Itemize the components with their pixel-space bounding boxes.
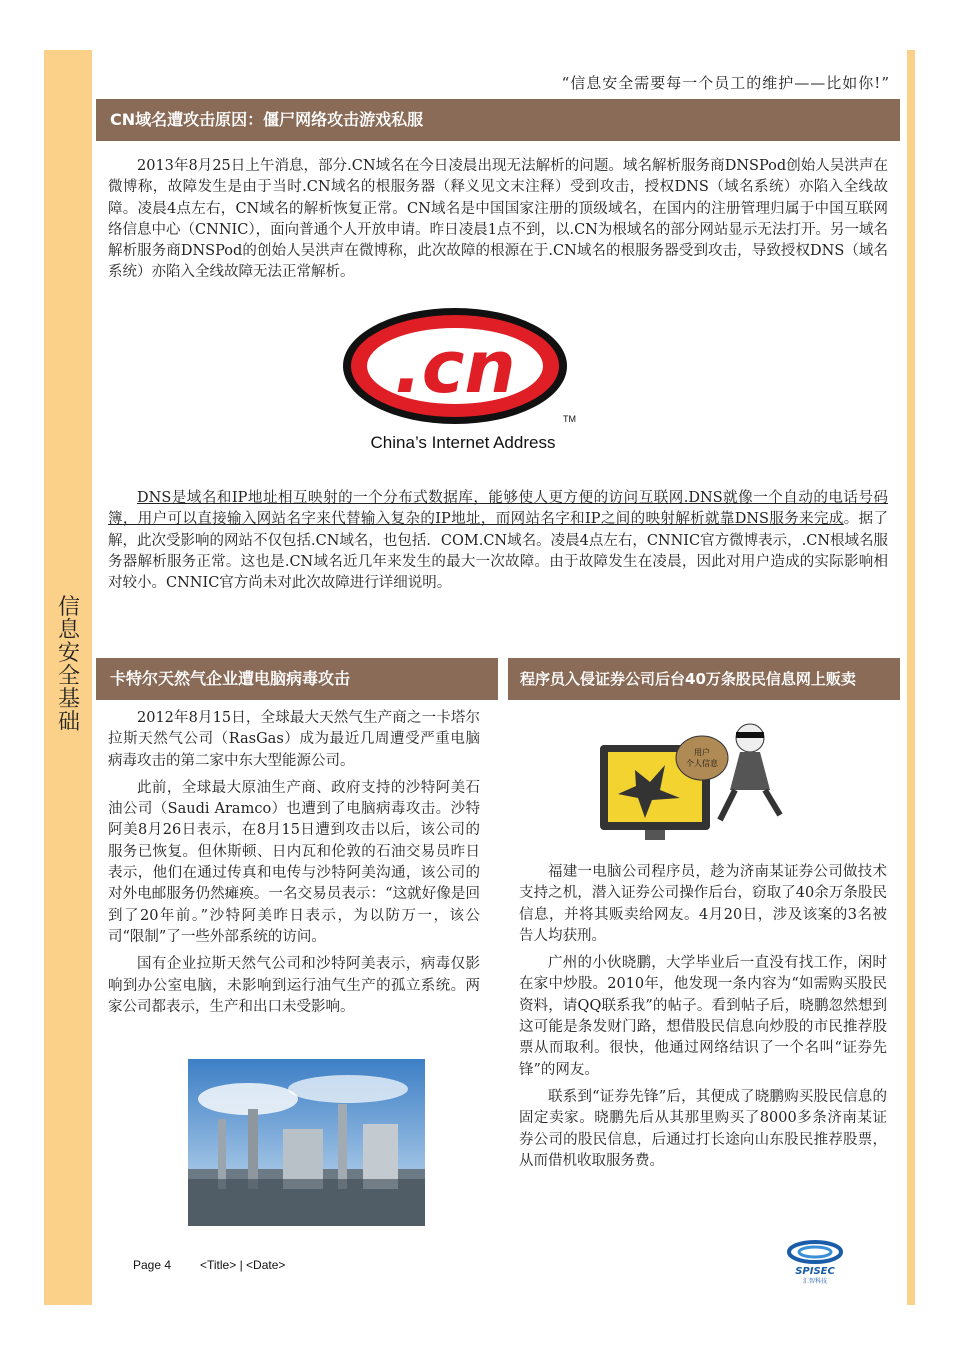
cartoon-thief-mask	[736, 732, 764, 738]
securities-text	[519, 862, 887, 1172]
cn-attack-paragraph-1: 2013年8月25日上午消息，部分.CN域名在今日凌晨出现无法解析的问题。域名解析服务商DNSPod创始人吴洪声在微博称，故障发生是由于当时.CN域名的根服务器（释义见文末注释）受到攻击，授权DNS（域名系统）亦陷入全线故障。凌晨4点左右，CN域名的解析恢复正常。CN域名是中国国家注册的顶级域名，在国内的注册管理归属于中国互联网络信息中心（CNNIC），面向普通个人开放申请。昨日凌晨1点不到，以.CN为根域名的部分网站显示无法打开。另一域名解析服务商DNSPod的创始人吴洪声在微博称，此次故障的根源在于.CN域名的根服务器受到攻击，导致授权DNS（域名系统）亦陷入全线故障无法正常解析。	[108, 158, 888, 281]
section-title-cn-attack: CN域名遭攻击原因：僵尸网络攻击游戏私服	[96, 99, 900, 141]
rasgas-paragraph-2: 此前，全球最大原油生产商、政府支持的沙特阿美石油公司（Saudi Aramco）也遭到了电脑病毒攻击。沙特阿美8月26日表示，在8月15日遭到攻击以后，该公司的服务已恢复。但休斯顿、日内瓦和伦敦的石油交易员昨日表示，他们在通过传真和电传与沙特阿美沟通，该公司的对外电邮服务仍然瘫痪。一名交易员表示：“这就好像是回到了20年前。”沙特阿美昨日表示，为以防万一，该公司“限制”了一些外部系统的访问。	[108, 779, 480, 945]
section-title-securities: 程序员入侵证券公司后台40万条股民信息网上贩卖	[508, 658, 900, 700]
footer	[133, 1258, 286, 1272]
cartoon-bag-label-2: 个人信息	[686, 759, 718, 768]
photo-foreground	[188, 1179, 425, 1226]
rasgas-text	[108, 708, 480, 1018]
rasgas-paragraph-3: 国有企业拉斯天然气公司和沙特阿美表示，病毒仅影响到办公室电脑，未影响到运行油气生产的孤立系统。两家公司都表示，生产和出口未受影响。	[108, 956, 480, 1015]
spisec-logo	[780, 1234, 850, 1284]
footer-title-date: <Title> | <Date>	[200, 1258, 286, 1272]
spisec-logo-text: SPISEC	[795, 1266, 835, 1277]
photo-tower	[218, 1119, 226, 1189]
refinery-photo	[188, 1059, 425, 1226]
cn-logo-caption: China’s Internet Address	[370, 433, 556, 452]
header-motto: “信息安全需要每一个员工的维护——比如你!”	[561, 74, 890, 92]
cartoon-bag-label-1: 用户	[694, 748, 710, 757]
thief-cartoon	[590, 710, 800, 850]
spisec-logo-subtext: 汇智科技	[802, 1278, 828, 1284]
cartoon-stand	[645, 830, 665, 840]
cn-logo-text: .cn	[394, 325, 516, 409]
dns-rest-text: 。据了解，此次受影响的网站不仅包括.CN域名，也包括．COM.CN域名。凌晨4点左右，CNNIC官方微博表示，.CN根域名服务器解析服务正常。这也是.CN域名近几年来发生的最大一次故障。由于故障发生在凌晨，因此对用户造成的实际影响相对较小。CNNIC官方尚未对此次故障进行详细说明。	[108, 511, 889, 592]
cartoon-bag	[676, 736, 728, 780]
sidebar-title: 信息安全基础	[57, 595, 80, 735]
dns-definition-text: DNS是域名和IP地址相互映射的一个分布式数据库，能够使人更方便的访问互联网.DNS就像一个自动的电话号码簿，用户可以直接输入网站名字来代替输入复杂的IP地址，而网站名字和IP之间的映射解析就靠DNS服务来完成	[108, 490, 888, 528]
section-title-rasgas: 卡特尔天然气企业遭电脑病毒攻击	[96, 658, 498, 700]
spisec-logo-swirl-inner	[799, 1247, 831, 1257]
cn-attack-paragraph-2	[108, 488, 888, 594]
footer-page-number: Page 4	[133, 1258, 172, 1272]
photo-tower	[338, 1104, 347, 1189]
securities-paragraph-3: 联系到“证券先锋”后，其便成了晓鹏购买股民信息的固定卖家。晓鹏先后从其那里购买了8000多条济南某证券公司的股民信息，后通过打长途向山东股民推荐股票，从而借机收取服务费。	[519, 1088, 887, 1169]
spisec-logo-swirl	[789, 1242, 841, 1262]
rasgas-paragraph-1: 2012年8月15日，全球最大天然气生产商之一卡塔尔拉斯天然气公司（RasGas）成为最近几周遭受严重电脑病毒攻击的第二家中东大型能源公司。	[108, 710, 480, 769]
right-border-bar	[907, 50, 915, 1305]
cn-logo	[335, 300, 595, 460]
cn-logo-tm: TM	[563, 414, 576, 424]
cartoon-thief-body	[730, 752, 770, 790]
securities-paragraph-1: 福建一电脑公司程序员，趁为济南某证券公司做技术支持之机，潜入证券公司操作后台，窃取了40余万条股民信息，并将其贩卖给网友。4月20日，涉及该案的3名被告人均获刑。	[519, 864, 887, 944]
cartoon-thief-legs	[720, 790, 780, 820]
photo-tower	[248, 1109, 258, 1189]
securities-paragraph-2: 广州的小伙晓鹏，大学毕业后一直没有找工作，闲时在家中炒股。2010年，他发现一条内容为“如需购买股民资料，请QQ联系我”的帖子。看到帖子后，晓鹏忽然想到这可能是条发财门路，想借股民信息向炒股的市民推荐股票从而取利。很快，他通过网络结识了一个名叫“证券先锋”的网友。	[519, 955, 887, 1078]
photo-cloud	[288, 1075, 408, 1103]
